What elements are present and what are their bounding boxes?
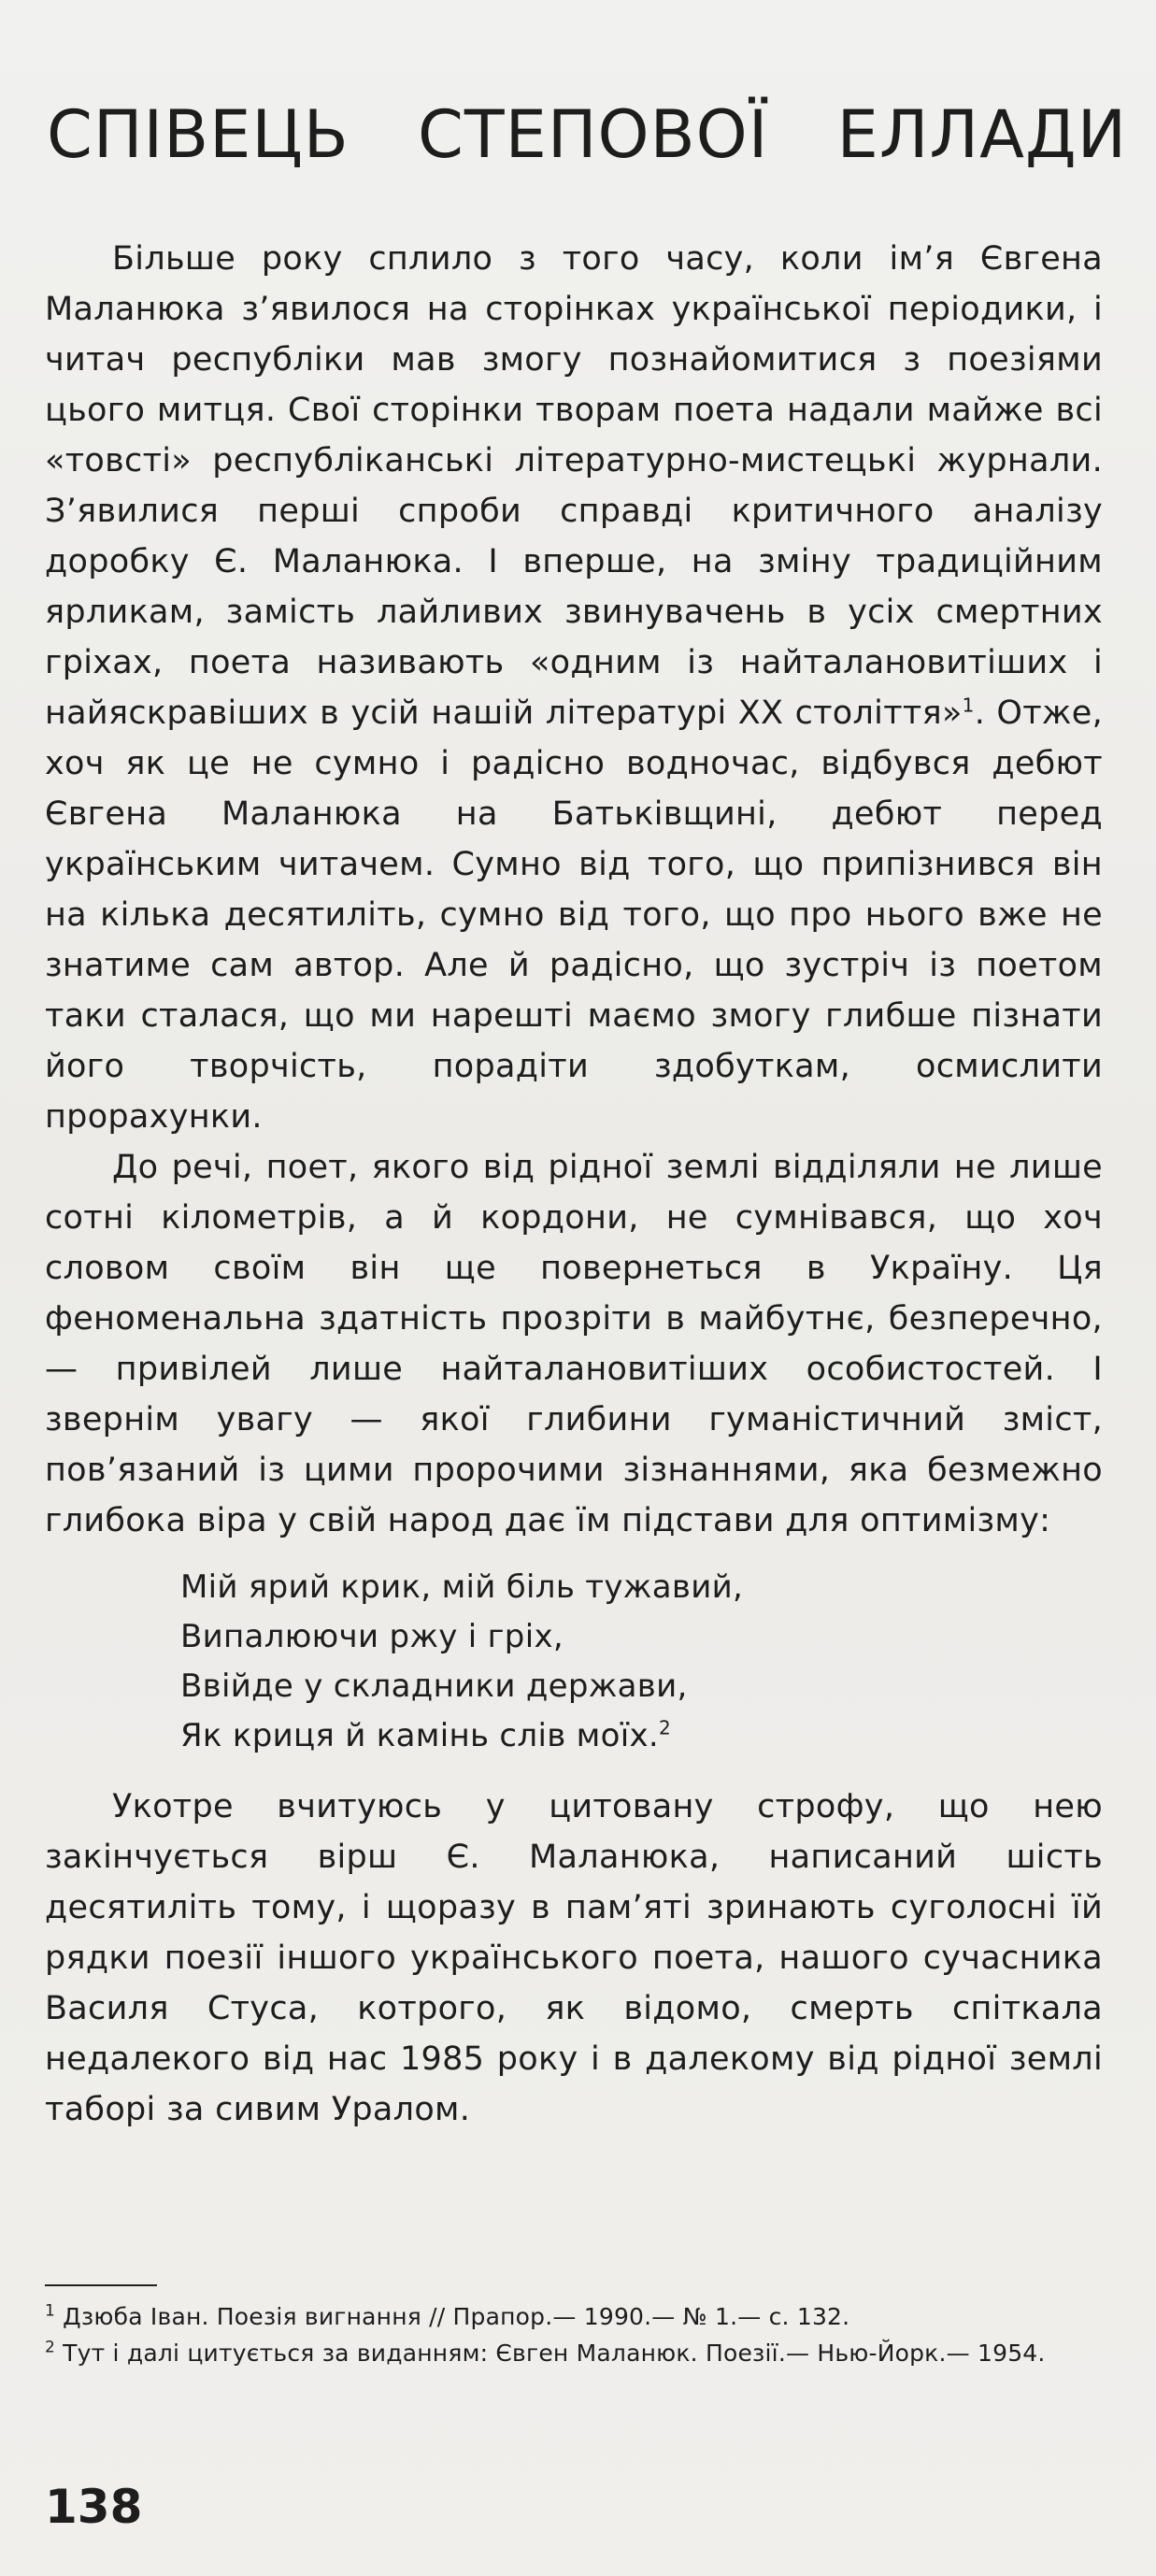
paragraph-3-text: Укотре вчитуюсь у цитовану строфу, що нею закінчується вірш Є. Маланюка, написаний шість десятиліть тому, і щоразу в пам’яті зринають суголосні їй рядки поезії іншого українського поета, нашого сучасника Василя Стуса, котрого, як відомо, смерть спіткала недалекого від нас 1985 року і в далекому від рідної землі таборі за сивим Уралом. bbox=[45, 1788, 1103, 2128]
footnote-1-mark: 1 bbox=[45, 2301, 56, 2321]
paragraph-3 bbox=[45, 1782, 1103, 2135]
paragraph-2 bbox=[45, 1142, 1103, 1546]
footnote-1 bbox=[45, 2299, 1103, 2334]
footnote-2 bbox=[45, 2336, 1103, 2370]
paragraph-1 bbox=[45, 234, 1103, 1142]
paragraph-2-text: До речі, поет, якого від рідної землі відділяли не лише сотні кілометрів, а й кордони, не сумнівався, що хоч словом своїм він ще повернеться в Україну. Ця феноменальна здатність прозріти в майбутнє, безперечно,— привілей лише найталановитіших особистостей. І звернім увагу — якої глибини гуманістичний зміст, пов’язаний із цими пророчими зізнаннями, яка безмежно глибока віра у свій народ дає їм підстави для оптимізму: bbox=[45, 1149, 1103, 1539]
footnote-1-text: Дзюба Іван. Поезія вигнання // Прапор.— 1990.— № 1.— с. 132. bbox=[55, 2303, 850, 2330]
article-title: СПІВЕЦЬ СТЕПОВОЇ ЕЛЛАДИ bbox=[47, 96, 1128, 173]
page-number: 138 bbox=[45, 2480, 143, 2534]
footnote-ref-1: 1 bbox=[962, 694, 975, 717]
article-body bbox=[45, 234, 1103, 2135]
poem-line-4 bbox=[180, 1711, 1103, 1761]
poem-line-4-text: Як криця й камінь слів моїх. bbox=[180, 1717, 659, 1754]
footnote-ref-2: 2 bbox=[658, 1716, 672, 1739]
poem-line-2: Випалюючи ржу і гріх, bbox=[180, 1618, 564, 1655]
footnotes bbox=[45, 2299, 1103, 2372]
footnote-2-text: Тут і далі цитується за виданням: Євген Маланюк. Поезії.— Нью-Йорк.— 1954. bbox=[55, 2340, 1046, 2367]
poem-line-1: Мій ярий крик, мій біль тужавий, bbox=[180, 1568, 744, 1606]
poem-line-3: Ввійде у складники держави, bbox=[180, 1667, 688, 1705]
paragraph-1-text: Більше року сплило з того часу, коли ім’я Євгена Маланюка з’явилося на сторінках української періодики, і читач республіки мав змогу познайомитися з поезіями цього митця. Свої сторінки творам поета надали майже всі «товсті» республіканські літературно-мистецькі журнали. З’явилися перші спроби справді критичного аналізу доробку Є. Маланюка. І вперше, на зміну традиційним ярликам, замість лайливих звинувачень в усіх смертних гріхах, поета називають «одним із найталановитіших і найяскравіших в усій нашій літературі XX століття» bbox=[45, 240, 1103, 732]
footnote-2-mark: 2 bbox=[45, 2338, 56, 2357]
footnote-divider bbox=[45, 2284, 157, 2286]
paragraph-1-continuation: . Отже, хоч як це не сумно і радісно водночас, відбувся дебют Євгена Маланюка на Батьківщині, дебют перед українським читачем. Сумно від того, що припізнився він на кілька десятиліть, сумно від того, що про нього вже не знатиме сам автор. Але й радісно, що зустріч із поетом таки сталася, що ми нарешті маємо змогу глибше пізнати його творчість, порадіти здобуткам, осмислити прорахунки. bbox=[45, 694, 1103, 1136]
poem-quote bbox=[45, 1546, 1103, 1782]
